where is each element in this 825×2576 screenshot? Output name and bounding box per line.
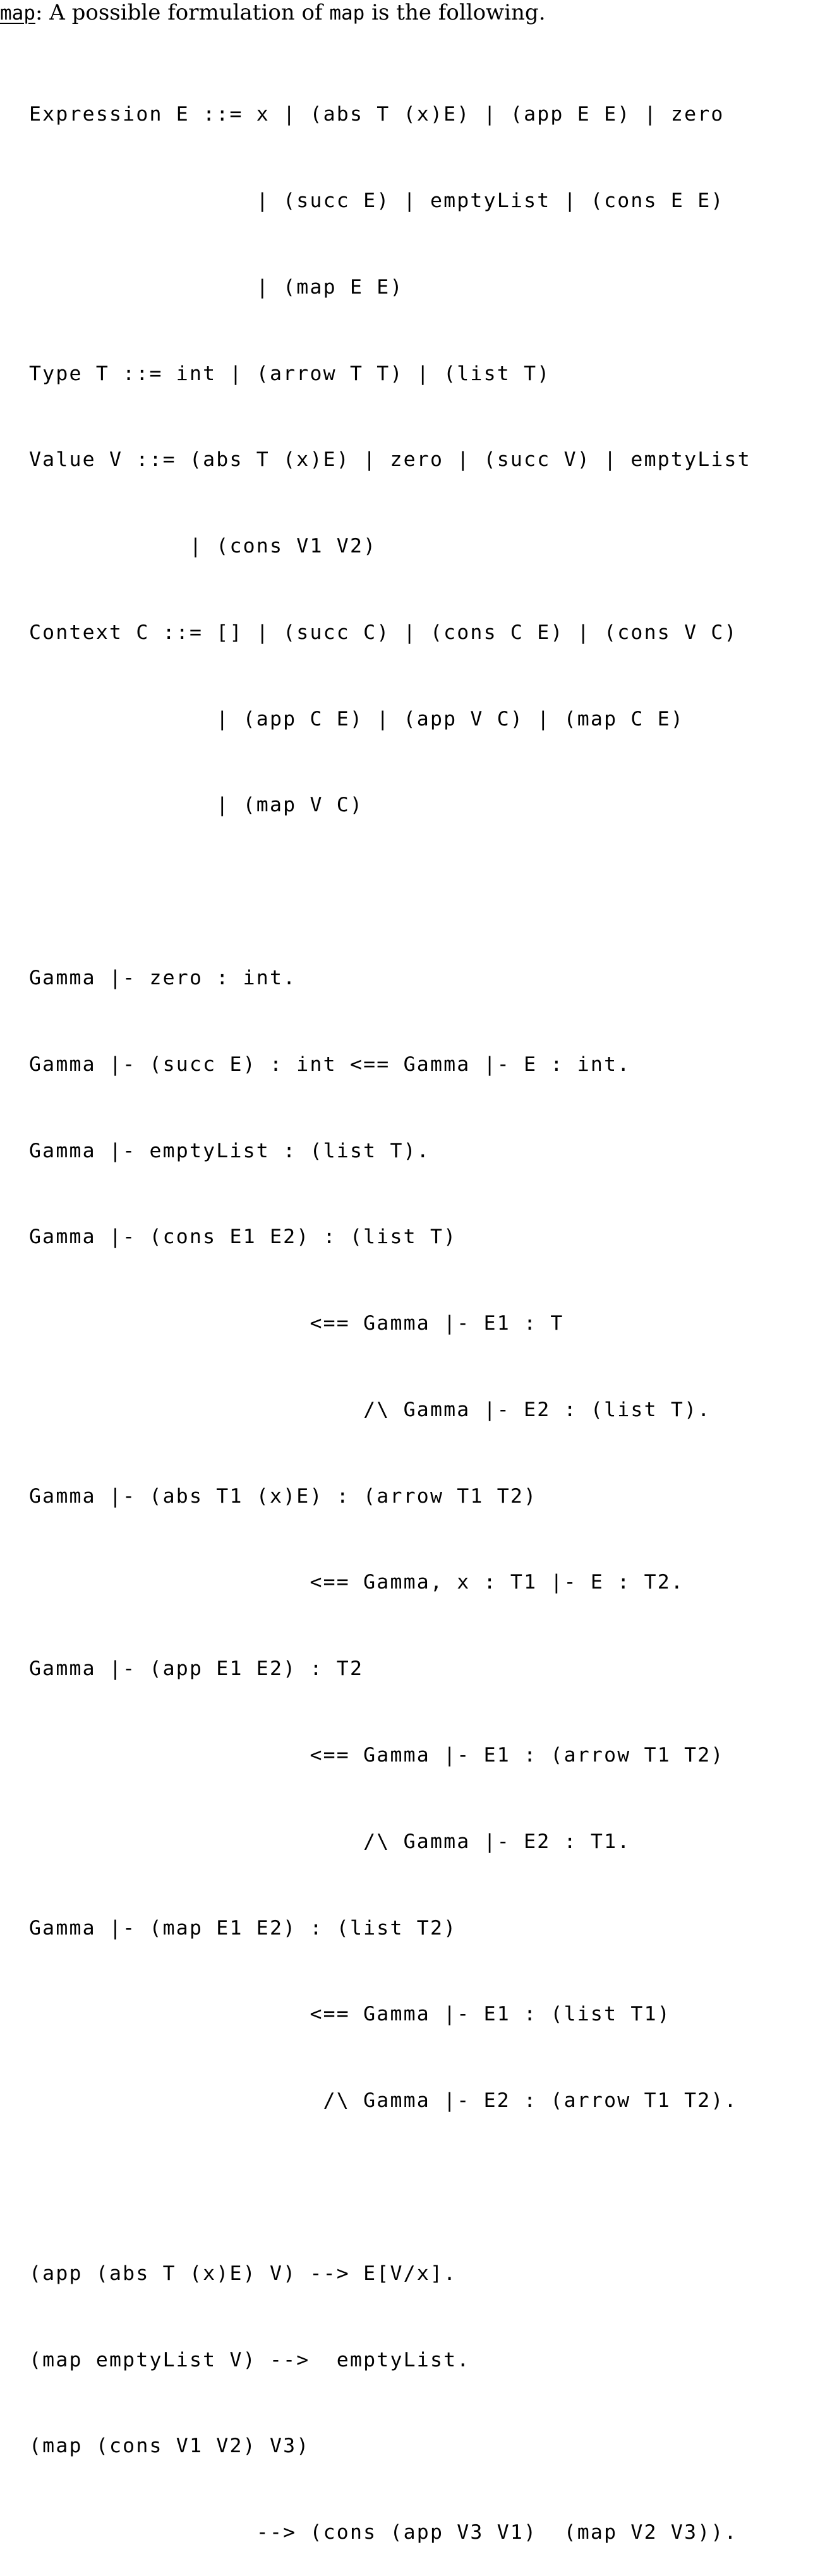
grammar-context-line-2: | (app C E) | (app V C) | (map C E) <box>29 707 685 730</box>
grammar-expression-line-3: | (map E E) <box>29 275 404 299</box>
reduction-rule-beta: (app (abs T (x)E) V) --> E[V/x]. <box>29 2262 457 2285</box>
typing-rule-zero: Gamma |- zero : int. <box>29 967 297 989</box>
grammar-expression-line-2: | (succ E) | emptyList | (cons E E) <box>29 189 725 212</box>
typing-rule-map-line-1: Gamma |- (map E1 E2) : (list T2) <box>29 1916 457 1940</box>
typing-rule-app-line-3: /\ Gamma |- E2 : T1. <box>29 1830 631 1853</box>
typing-rule-cons-line-2: <== Gamma |- E1 : T <box>29 1312 564 1335</box>
grammar-context-line-1: Context C ::= [] | (succ C) | (cons C E) | (cons V C) <box>29 621 738 644</box>
typing-rule-map-line-2: <== Gamma |- E1 : (list T1) <box>29 2003 671 2026</box>
map-term-underlined: map <box>0 2 35 25</box>
language-definition-code <box>29 43 751 2576</box>
reduction-rule-map-empty: (map emptyList V) --> emptyList. <box>29 2348 471 2371</box>
grammar-expression-line-1: Expression E ::= x | (abs T (x)E) | (app E E) | zero <box>29 103 725 126</box>
typing-rule-succ: Gamma |- (succ E) : int <== Gamma |- E : int. <box>29 1052 631 1076</box>
typing-rule-cons-line-3: /\ Gamma |- E2 : (list T). <box>29 1398 711 1421</box>
grammar-value-line-2: | (cons V1 V2) <box>29 535 377 558</box>
typing-rule-abs-line-2: <== Gamma, x : T1 |- E : T2. <box>29 1571 685 1594</box>
typing-rule-map-line-3: /\ Gamma |- E2 : (arrow T1 T2). <box>29 2089 738 2113</box>
typing-rule-cons-line-1: Gamma |- (cons E1 E2) : (list T) <box>29 1225 457 1249</box>
typing-rule-app-line-1: Gamma |- (app E1 E2) : T2 <box>29 1657 364 1681</box>
typing-rule-app-line-2: <== Gamma |- E1 : (arrow T1 T2) <box>29 1744 725 1767</box>
intro-sentence <box>0 0 546 26</box>
reduction-rule-map-cons-line-1: (map (cons V1 V2) V3) <box>29 2435 310 2458</box>
intro-text-a: : A possible formulation of <box>35 0 330 25</box>
reduction-rule-map-cons-line-2: --> (cons (app V3 V1) (map V2 V3)). <box>29 2521 738 2544</box>
map-term-inline: map <box>329 2 365 25</box>
grammar-context-line-3: | (map V C) <box>29 794 364 817</box>
blank-line <box>29 878 751 907</box>
typing-rule-abs-line-1: Gamma |- (abs T1 (x)E) : (arrow T1 T2) <box>29 1484 538 1508</box>
typing-rule-emptylist: Gamma |- emptyList : (list T). <box>29 1139 430 1162</box>
blank-line <box>29 2173 751 2202</box>
grammar-type-line: Type T ::= int | (arrow T T) | (list T) <box>29 362 551 385</box>
grammar-value-line-1: Value V ::= (abs T (x)E) | zero | (succ V) | emptyList <box>29 448 751 472</box>
intro-text-b: is the following. <box>364 0 546 25</box>
